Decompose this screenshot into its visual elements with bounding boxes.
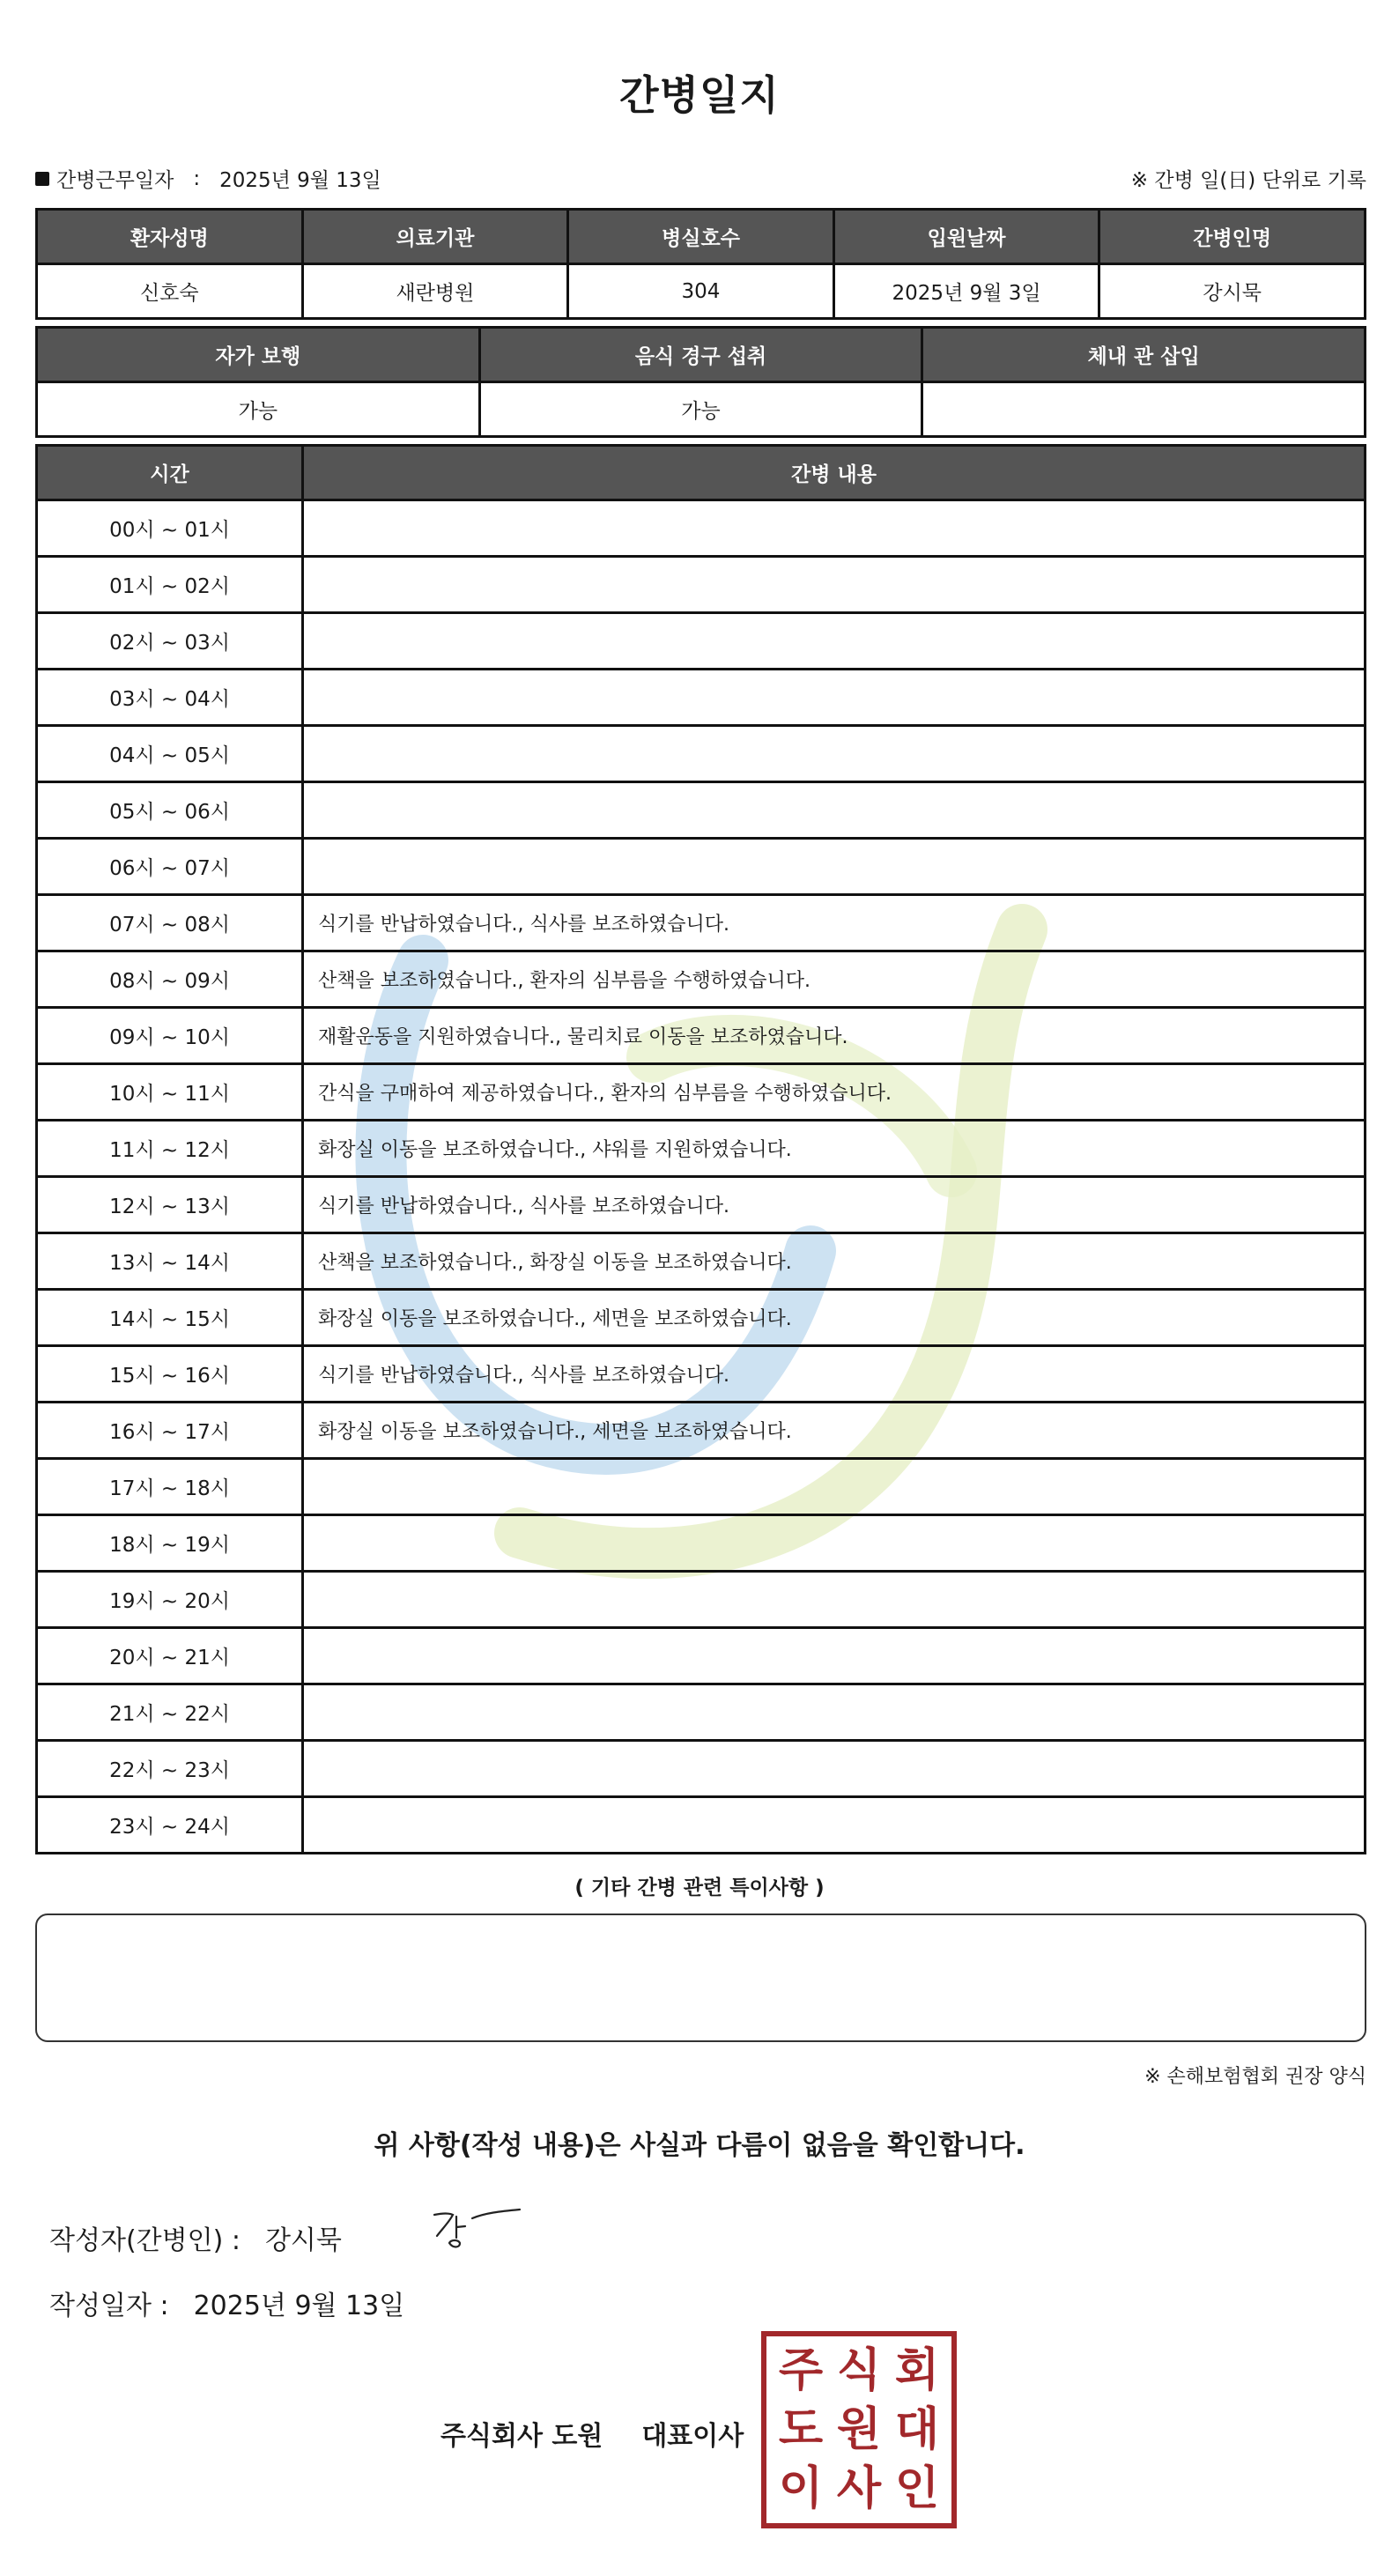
content-cell xyxy=(303,1741,1366,1797)
time-cell: 10시 ~ 11시 xyxy=(37,1064,303,1121)
header-patient-name: 환자성명 xyxy=(37,210,303,264)
content-cell xyxy=(303,670,1366,726)
time-cell: 23시 ~ 24시 xyxy=(37,1797,303,1854)
oral-intake-value: 가능 xyxy=(479,382,922,437)
content-cell xyxy=(303,1628,1366,1684)
content-cell xyxy=(303,500,1366,557)
table-row xyxy=(37,500,1366,557)
self-walking-value: 가능 xyxy=(37,382,480,437)
written-date-row xyxy=(49,2284,404,2322)
content-cell: 산책을 보조하였습니다., 환자의 심부름을 수행하였습니다. xyxy=(303,951,1366,1008)
time-cell: 05시 ~ 06시 xyxy=(37,782,303,839)
table-row xyxy=(37,1741,1366,1797)
content-cell: 산책을 보조하였습니다., 화장실 이동을 보조하였습니다. xyxy=(303,1233,1366,1290)
seal-char: 대 xyxy=(894,2402,940,2456)
time-cell: 03시 ~ 04시 xyxy=(37,670,303,726)
seal-char: 인 xyxy=(894,2461,940,2515)
written-date-label: 작성일자 : xyxy=(49,2291,169,2321)
header-self-walking: 자가 보행 xyxy=(37,328,480,382)
patient-name: 신호숙 xyxy=(37,264,303,319)
unit-note: ※ 간병 일(日) 단위로 기록 xyxy=(1130,169,1366,192)
admission-date: 2025년 9월 3일 xyxy=(833,264,1099,319)
time-cell: 20시 ~ 21시 xyxy=(37,1628,303,1684)
header-oral-intake: 음식 경구 섭취 xyxy=(479,328,922,382)
table-row xyxy=(37,1459,1366,1515)
header-time: 시간 xyxy=(37,446,303,500)
header-care-content: 간병 내용 xyxy=(303,446,1366,500)
content-cell xyxy=(303,726,1366,782)
content-cell xyxy=(303,839,1366,895)
bullet-square-icon xyxy=(35,172,49,186)
time-cell: 11시 ~ 12시 xyxy=(37,1121,303,1177)
content-cell xyxy=(303,1797,1366,1854)
seal-char: 회 xyxy=(894,2344,940,2398)
table-row xyxy=(37,1403,1366,1459)
table-row xyxy=(37,951,1366,1008)
header-admission-date: 입원날짜 xyxy=(833,210,1099,264)
time-cell: 21시 ~ 22시 xyxy=(37,1684,303,1741)
header-caregiver-name: 간병인명 xyxy=(1099,210,1366,264)
table-row xyxy=(37,1233,1366,1290)
company-representative: 대표이사 xyxy=(641,2421,744,2452)
patient-info-header-row xyxy=(37,210,1366,264)
table-row xyxy=(37,1515,1366,1572)
time-cell: 04시 ~ 05시 xyxy=(37,726,303,782)
table-row xyxy=(37,1290,1366,1346)
table-row xyxy=(37,839,1366,895)
table-row xyxy=(37,1121,1366,1177)
time-cell: 08시 ~ 09시 xyxy=(37,951,303,1008)
room-number: 304 xyxy=(568,264,834,319)
ability-header-row xyxy=(37,328,1366,382)
written-date-value: 2025년 9월 13일 xyxy=(193,2291,405,2321)
content-cell: 화장실 이동을 보조하였습니다., 세면을 보조하였습니다. xyxy=(303,1403,1366,1459)
content-cell: 식기를 반납하였습니다., 식사를 보조하였습니다. xyxy=(303,895,1366,951)
work-date-value: 2025년 9월 13일 xyxy=(219,169,381,192)
work-date-label: 간병근무일자 xyxy=(56,169,174,192)
time-cell: 06시 ~ 07시 xyxy=(37,839,303,895)
time-cell: 17시 ~ 18시 xyxy=(37,1459,303,1515)
page-title: 간병일지 xyxy=(619,71,780,119)
content-cell: 화장실 이동을 보조하였습니다., 세면을 보조하였습니다. xyxy=(303,1290,1366,1346)
seal-char: 사 xyxy=(836,2461,882,2515)
table-row xyxy=(37,1008,1366,1064)
ability-value-row xyxy=(37,382,1366,437)
writer-row xyxy=(49,2218,342,2257)
time-cell: 19시 ~ 20시 xyxy=(37,1572,303,1628)
time-cell: 16시 ~ 17시 xyxy=(37,1403,303,1459)
time-cell: 12시 ~ 13시 xyxy=(37,1177,303,1233)
notes-title: ( 기타 간병 관련 특이사항 ) xyxy=(574,1876,825,1899)
patient-ability-table xyxy=(35,326,1366,438)
care-log-header-row xyxy=(37,446,1366,500)
content-cell: 식기를 반납하였습니다., 식사를 보조하였습니다. xyxy=(303,1346,1366,1403)
content-cell: 식기를 반납하였습니다., 식사를 보조하였습니다. xyxy=(303,1177,1366,1233)
work-date-group xyxy=(35,164,381,193)
care-log-table xyxy=(35,444,1366,1854)
table-row xyxy=(37,895,1366,951)
writer-label: 작성자(간병인) : xyxy=(49,2225,241,2256)
time-cell: 14시 ~ 15시 xyxy=(37,1290,303,1346)
content-cell: 간식을 구매하여 제공하였습니다., 환자의 심부름을 수행하였습니다. xyxy=(303,1064,1366,1121)
time-cell: 02시 ~ 03시 xyxy=(37,613,303,670)
table-row xyxy=(37,726,1366,782)
caregiver-name: 강시묵 xyxy=(1099,264,1366,319)
time-cell: 09시 ~ 10시 xyxy=(37,1008,303,1064)
header-hospital: 의료기관 xyxy=(302,210,568,264)
time-cell: 22시 ~ 23시 xyxy=(37,1741,303,1797)
seal-char: 도 xyxy=(778,2402,824,2456)
table-row xyxy=(37,670,1366,726)
confirmation-statement: 위 사항(작성 내용)은 사실과 다름이 없음을 확인합니다. xyxy=(374,2130,1025,2161)
table-row xyxy=(37,1797,1366,1854)
seal-char: 이 xyxy=(778,2461,824,2515)
header-tube-insertion: 체내 관 삽입 xyxy=(922,328,1366,382)
table-row xyxy=(37,557,1366,613)
time-cell: 18시 ~ 19시 xyxy=(37,1515,303,1572)
tube-insertion-value xyxy=(922,382,1366,437)
time-cell: 00시 ~ 01시 xyxy=(37,500,303,557)
content-cell xyxy=(303,613,1366,670)
meta-row xyxy=(35,164,1366,196)
content-cell xyxy=(303,1515,1366,1572)
hospital-name: 새란병원 xyxy=(302,264,568,319)
patient-info-value-row xyxy=(37,264,1366,319)
time-cell: 13시 ~ 14시 xyxy=(37,1233,303,1290)
content-cell: 재활운동을 지원하였습니다., 물리치료 이동을 보조하였습니다. xyxy=(303,1008,1366,1064)
writer-name: 강시묵 xyxy=(264,2225,342,2256)
content-cell xyxy=(303,1572,1366,1628)
seal-char: 주 xyxy=(778,2344,824,2398)
company-seal-icon xyxy=(761,2331,957,2528)
table-row xyxy=(37,782,1366,839)
patient-info-table xyxy=(35,208,1366,320)
table-row xyxy=(37,1346,1366,1403)
content-cell: 화장실 이동을 보조하였습니다., 샤워를 지원하였습니다. xyxy=(303,1121,1366,1177)
table-row xyxy=(37,1684,1366,1741)
signature-icon xyxy=(430,2202,527,2255)
time-cell: 15시 ~ 16시 xyxy=(37,1346,303,1403)
table-row xyxy=(37,1177,1366,1233)
time-cell: 07시 ~ 08시 xyxy=(37,895,303,951)
table-row xyxy=(37,1628,1366,1684)
content-cell xyxy=(303,557,1366,613)
content-cell xyxy=(303,1684,1366,1741)
company-name: 주식회사 도원 xyxy=(440,2421,603,2452)
seal-char: 원 xyxy=(836,2402,882,2456)
table-row xyxy=(37,1064,1366,1121)
seal-char: 식 xyxy=(836,2344,882,2398)
header-room: 병실호수 xyxy=(568,210,834,264)
table-row xyxy=(37,1572,1366,1628)
work-date-colon: : xyxy=(193,167,201,190)
notes-box xyxy=(35,1913,1366,2042)
table-row xyxy=(37,613,1366,670)
form-footnote: ※ 손해보험협회 권장 양식 xyxy=(1144,2066,1366,2088)
company-row xyxy=(440,2414,744,2453)
time-cell: 01시 ~ 02시 xyxy=(37,557,303,613)
content-cell xyxy=(303,1459,1366,1515)
content-cell xyxy=(303,782,1366,839)
